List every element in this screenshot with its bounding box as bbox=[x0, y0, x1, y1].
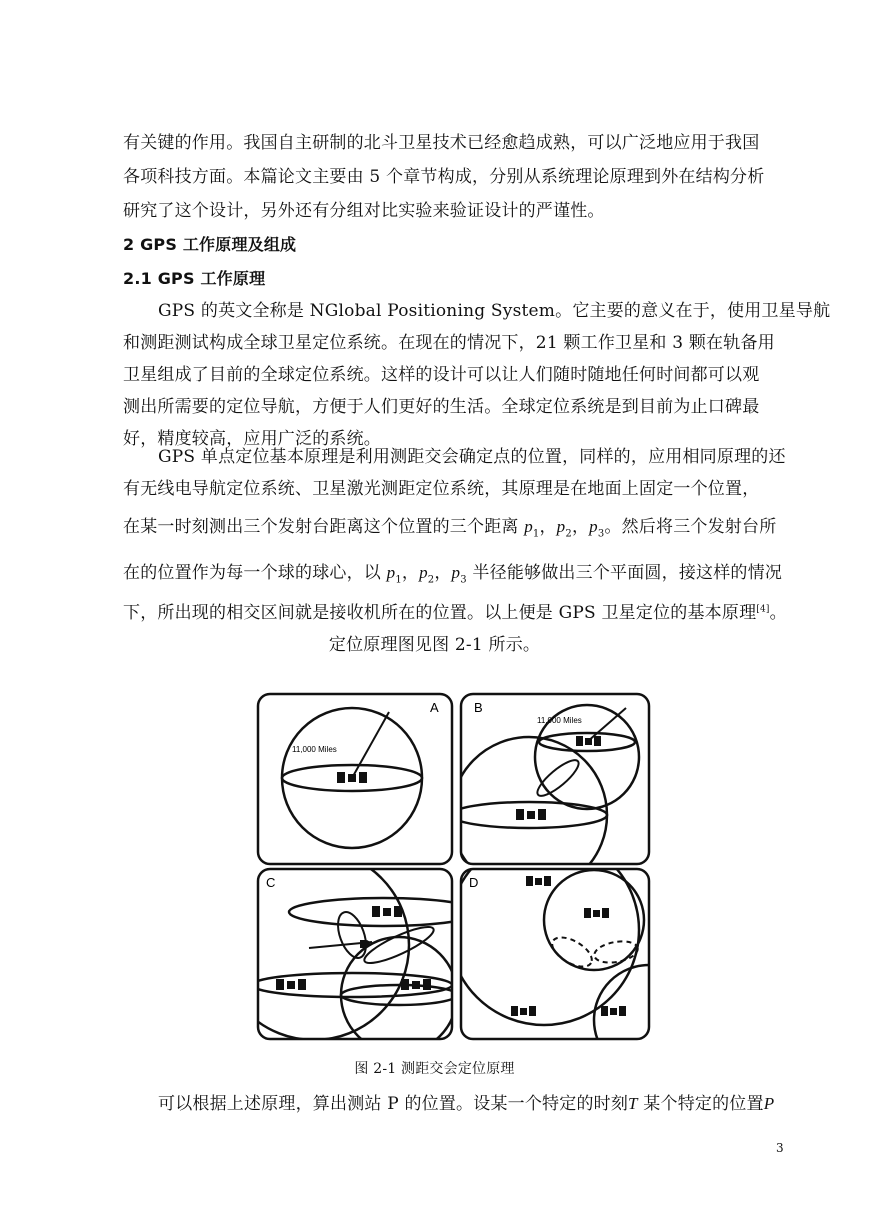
text-line: 卫星组成了目前的全球定位系统。这样的设计可以让人们随时随地任何时间都可以观 bbox=[123, 365, 760, 385]
text-line: GPS 单点定位基本原理是利用测距交会确定点的位置，同样的，应用相同原理的还 bbox=[158, 447, 786, 467]
text-span: 下，所出现的相交区间就是接收机所在的位置。以上便是 GPS 卫星定位的基本原理 bbox=[123, 603, 757, 623]
text-span: 。 bbox=[769, 603, 787, 623]
math-var-p: p bbox=[451, 563, 461, 582]
text-line: 有无线电导航定位系统、卫星激光测距定位系统，其原理是在地面上固定一个位置， bbox=[123, 479, 760, 499]
text-span: 某个特定的位置 bbox=[637, 1094, 764, 1114]
figure-reference-line: 定位原理图见图 2-1 所示。 bbox=[328, 635, 541, 655]
math-sub: 1 bbox=[532, 528, 540, 540]
page-number: 3 bbox=[776, 1141, 784, 1155]
math-sep: ， bbox=[539, 517, 557, 537]
panel-c-label: C bbox=[266, 875, 276, 890]
satellite-icon bbox=[337, 772, 367, 783]
math-var-p: P bbox=[763, 1094, 775, 1113]
text-line: 有关键的作用。我国自主研制的北斗卫星技术已经愈趋成熟，可以广泛地应用于我国 bbox=[123, 133, 760, 153]
section-heading: 2 GPS 工作原理及组成 bbox=[123, 235, 297, 254]
panel-a-label: A bbox=[430, 700, 439, 715]
math-sep: ， bbox=[434, 563, 452, 583]
text-line: 好，精度较高，应用广泛的系统。 bbox=[123, 429, 381, 449]
distance-label-a: 11,000 Miles bbox=[292, 745, 337, 754]
text-line: 和测距测试构成全球卫星定位系统。在现在的情况下，21 颗工作卫星和 3 颗在轨备用 bbox=[123, 333, 775, 353]
text-line bbox=[123, 603, 787, 623]
satellite-icon bbox=[276, 979, 306, 990]
math-sub: 3 bbox=[460, 574, 467, 586]
satellite-icon bbox=[526, 876, 551, 886]
math-sep: ， bbox=[571, 517, 590, 537]
panel-d-label: D bbox=[469, 875, 479, 890]
figure-caption: 图 2-1 测距交会定位原理 bbox=[354, 1061, 515, 1077]
satellite-icon bbox=[601, 1006, 626, 1016]
text-span: 在某一时刻测出三个发射台距离这个位置的三个距离 bbox=[123, 517, 525, 537]
satellite-icon bbox=[584, 908, 609, 918]
satellite-icon bbox=[360, 940, 370, 948]
figure-gps-trilateration bbox=[254, 690, 654, 1045]
text-span: 可以根据上述原理，算出测站 P 的位置。设某一个特定的时刻 bbox=[158, 1094, 629, 1114]
satellite-icon bbox=[401, 979, 431, 990]
math-var-p: p bbox=[386, 563, 396, 582]
math-sub: 2 bbox=[565, 528, 572, 540]
text-line-with-math bbox=[158, 1094, 811, 1114]
text-line: 各项科技方面。本篇论文主要由 5 个章节构成，分别从系统理论原理到外在结构分析 bbox=[123, 167, 765, 187]
text-line-with-math bbox=[123, 563, 783, 590]
panel-b-label: B bbox=[474, 700, 483, 715]
reference-marker: [4] bbox=[756, 604, 770, 615]
math-var-p: p bbox=[524, 517, 533, 536]
distance-label-b: 11,000 Miles bbox=[537, 716, 582, 725]
satellite-icon bbox=[511, 1006, 536, 1016]
text-line: 研究了这个设计，另外还有分组对比实验来验证设计的严谨性。 bbox=[123, 201, 605, 221]
satellite-icon bbox=[576, 736, 601, 746]
math-var-t: T bbox=[628, 1094, 638, 1113]
math-sub: 1 bbox=[395, 574, 402, 586]
text-line: 测出所需要的定位导航，方便于人们更好的生活。全球定位系统是到目前为止口碑最 bbox=[123, 397, 760, 417]
satellite-icon bbox=[516, 809, 546, 820]
text-line: GPS 的英文全称是 NGlobal Positioning System。它主要的意义在于，使用卫星导航 bbox=[158, 301, 831, 321]
text-span: 半径能够做出三个平面圆，接这样的情况 bbox=[466, 563, 783, 583]
panel-c-frame bbox=[258, 869, 452, 1039]
math-sub: 3 bbox=[597, 528, 605, 540]
math-var-p: p bbox=[556, 517, 566, 536]
subsection-heading: 2.1 GPS 工作原理 bbox=[123, 269, 266, 288]
math-var-p: p bbox=[419, 563, 428, 582]
text-span: 。然后将三个发射台所 bbox=[604, 517, 777, 537]
satellite-icon bbox=[372, 906, 402, 917]
math-sub: 2 bbox=[427, 574, 435, 586]
math-sep: ， bbox=[401, 563, 420, 583]
text-line-with-math bbox=[123, 517, 776, 544]
math-var-p: p bbox=[589, 517, 598, 536]
text-span: 在的位置作为每一个球的球心，以 bbox=[123, 563, 387, 583]
